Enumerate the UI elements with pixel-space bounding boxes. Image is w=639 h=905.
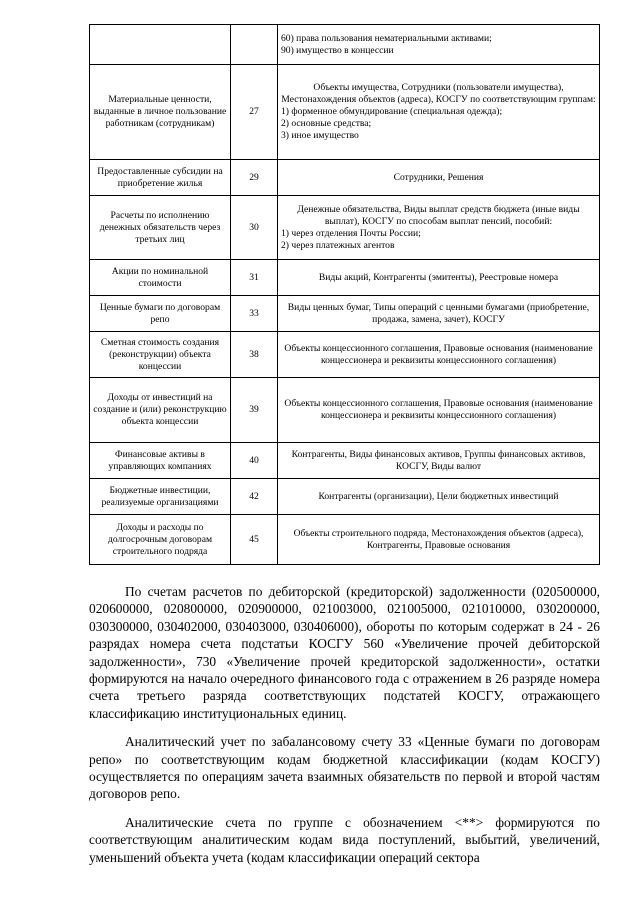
account-code-cell: 42	[231, 479, 278, 515]
analytics-line: 2) через платежных агентов	[281, 239, 395, 251]
account-name-cell: Доходы и расходы по долгосрочным договорам строительного подряда	[90, 515, 231, 565]
paragraph-receivables: По счетам расчетов по дебиторской (кредиторской) задолженности (020500000, 020600000, 020800000, 020900000, 021003000, 021005000, 021010000, 030200000, 030300000, 030402000, 030403000, 030406000), обороты по которым содержат в 24 - 26 разрядах номера счета подстатьи КОСГУ 560 «Увеличение прочей дебиторской задолженности», 730 «Увеличение прочей кредиторской задолженности», остатки формируются на начало очередного финансового года с отражением в 26 разряде номера счета третьего разряда соответствующих подстатей КОСГУ, отражающего классификацию институциональных единиц.	[89, 584, 600, 721]
table-row	[90, 443, 600, 479]
analytics-line: Виды ценных бумаг, Типы операций с ценными бумагами (приобретение, продажа, замена, зачет), КОСГУ	[287, 301, 590, 325]
account-code-cell: 30	[231, 196, 278, 260]
analytics-cell	[278, 479, 600, 515]
table-row	[90, 25, 600, 65]
analytics-cell	[278, 260, 600, 296]
account-code-cell: 39	[231, 378, 278, 443]
analytics-line: Денежные обязательства, Виды выплат средств бюджета (иные виды выплат), КОСГУ по способам выплат пенсий, пособий:	[297, 203, 580, 227]
analytics-table	[89, 24, 600, 565]
account-name-cell: Доходы от инвестиций на создание и (или) реконструкцию объекта концессии	[90, 378, 231, 443]
body-text	[89, 583, 600, 877]
account-code-cell: 31	[231, 260, 278, 296]
table-body	[90, 25, 600, 565]
paragraph-repo: Аналитический учет по забалансовому счету 33 «Ценные бумаги по договорам репо» по соответствующим кодам бюджетной классификации (кодам КОСГУ) осуществляется по операциям зачета взаимных обязательств по первой и второй частям договоров репо.	[89, 734, 600, 802]
analytics-cell	[278, 296, 600, 332]
table-row	[90, 260, 600, 296]
analytics-cell	[278, 25, 600, 65]
account-name-cell: Расчеты по исполнению денежных обязательств через третьих лиц	[90, 196, 231, 260]
account-name-cell: Предоставленные субсидии на приобретение жилья	[90, 160, 231, 196]
account-name-cell: Бюджетные инвестиции, реализуемые организациями	[90, 479, 231, 515]
account-name-cell: Акции по номинальной стоимости	[90, 260, 231, 296]
analytics-line: 1) через отделения Почты России;	[281, 227, 421, 239]
table-row	[90, 332, 600, 378]
account-code-cell: 38	[231, 332, 278, 378]
analytics-line: 90) имущество в концессии	[281, 44, 394, 56]
account-code-cell: 45	[231, 515, 278, 565]
analytics-cell	[278, 196, 600, 260]
analytics-cell	[278, 443, 600, 479]
analytics-cell	[278, 332, 600, 378]
table-row	[90, 378, 600, 443]
table-row	[90, 65, 600, 160]
table-row	[90, 515, 600, 565]
analytics-line: Объекты строительного подряда, Местонахождения объектов (адреса), Контрагенты, Правовые основания	[293, 527, 584, 551]
analytics-line: 60) права пользования нематериальными активами;	[281, 32, 492, 44]
analytics-cell	[278, 160, 600, 196]
table-row	[90, 296, 600, 332]
analytics-line: Контрагенты (организации), Цели бюджетных инвестиций	[318, 490, 559, 502]
analytics-line: Объекты концессионного соглашения, Правовые основания (наименование концессионера и реквизиты концессионного соглашения)	[284, 398, 593, 421]
table-row	[90, 479, 600, 515]
analytics-line: Объекты концессионного соглашения, Правовые основания (наименование концессионера и реквизиты концессионного соглашения)	[284, 342, 593, 366]
table-row	[90, 160, 600, 196]
paragraph-analytic-accounts: Аналитические счета по группе с обозначением <**> формируются по соответствующим аналитическим кодам вида поступлений, выбытий, увеличений, уменьшений объекта учета (кодам классификации операций сектора	[89, 814, 600, 865]
account-name-cell: Финансовые активы в управляющих компаниях	[90, 443, 231, 479]
account-code-cell: 33	[231, 296, 278, 332]
account-code-cell: 29	[231, 160, 278, 196]
analytics-line: Виды акций, Контрагенты (эмитенты), Реестровые номера	[318, 271, 559, 283]
account-name-cell: Материальные ценности, выданные в личное пользование работникам (сотрудникам)	[90, 65, 231, 160]
analytics-line: 3) иное имущество	[281, 130, 359, 141]
analytics-cell	[278, 515, 600, 565]
account-code-cell: 27	[231, 65, 278, 160]
table-row	[90, 196, 600, 260]
account-name-cell	[90, 25, 231, 65]
analytics-line: 2) основные средства;	[281, 118, 372, 129]
account-code-cell	[231, 25, 278, 65]
analytics-line: Контрагенты, Виды финансовых активов, Группы финансовых активов, КОСГУ, Виды валют	[291, 448, 586, 472]
account-code-cell: 40	[231, 443, 278, 479]
analytics-line: Объекты имущества, Сотрудники (пользователи имущества), Местонахождения объектов (адреса), КОСГУ по соответствующим группам:	[281, 82, 596, 105]
account-name-cell: Сметная стоимость создания (реконструкции) объекта концессии	[90, 332, 231, 378]
analytics-line: 1) форменное обмундирование (специальная одежда);	[281, 106, 503, 117]
analytics-line: Сотрудники, Решения	[393, 171, 484, 183]
analytics-cell	[278, 65, 600, 160]
account-name-cell: Ценные бумаги по договорам репо	[90, 296, 231, 332]
analytics-cell	[278, 378, 600, 443]
